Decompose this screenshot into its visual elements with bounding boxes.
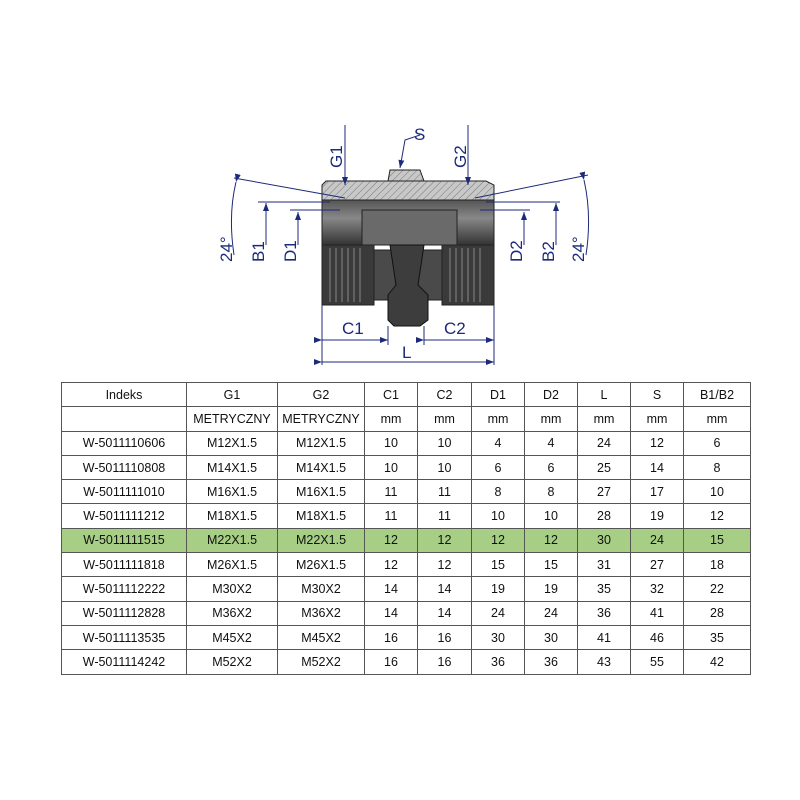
table-cell: 4 [472,431,525,455]
table-cell: 14 [631,455,684,479]
table-cell: M16X1.5 [187,480,278,504]
table-cell: 12 [418,528,472,552]
table-cell: 24 [631,528,684,552]
table-cell: G1 [187,383,278,407]
label-angle-right: 24° [569,236,588,262]
table-cell: M52X2 [187,650,278,674]
table-cell: 12 [631,431,684,455]
table-cell: C1 [365,383,418,407]
table-cell: G2 [278,383,365,407]
table-cell: W-5011111010 [62,480,187,504]
table-cell: Indeks [62,383,187,407]
table-cell: 10 [684,480,751,504]
table-row [62,455,751,479]
table-cell: C2 [418,383,472,407]
table-cell: M22X1.5 [187,528,278,552]
table-cell: 36 [578,601,631,625]
table-cell: M16X1.5 [278,480,365,504]
table-cell: mm [578,407,631,431]
table-row [62,601,751,625]
table-cell: W-5011111515 [62,528,187,552]
table-cell: 14 [418,577,472,601]
table-cell: M26X1.5 [187,553,278,577]
table-cell: 27 [578,480,631,504]
table-cell: 12 [525,528,578,552]
table-cell: 6 [525,455,578,479]
dimensions-table [61,382,751,675]
table-cell: 27 [631,553,684,577]
table-cell: 35 [578,577,631,601]
table-cell: S [631,383,684,407]
table-cell: 42 [684,650,751,674]
table-cell: M30X2 [187,577,278,601]
table-cell: M36X2 [187,601,278,625]
table-cell: 12 [684,504,751,528]
table-cell: mm [684,407,751,431]
table-cell: 11 [365,480,418,504]
table-cell: M45X2 [278,625,365,649]
table-cell: 15 [684,528,751,552]
fitting-technical-drawing [0,0,800,380]
table-row [62,577,751,601]
table-cell: M18X1.5 [187,504,278,528]
table-cell: 11 [418,480,472,504]
label-b2: B2 [539,241,558,262]
table-cell: B1/B2 [684,383,751,407]
table-cell: D1 [472,383,525,407]
table-cell: mm [525,407,578,431]
table-cell: 30 [525,625,578,649]
table-cell: M14X1.5 [278,455,365,479]
table-cell: 15 [525,553,578,577]
table-cell: 24 [578,431,631,455]
table-cell: 35 [684,625,751,649]
table-cell: 31 [578,553,631,577]
table-cell: 25 [578,455,631,479]
table-cell [62,407,187,431]
table-cell: M12X1.5 [278,431,365,455]
table-cell: mm [631,407,684,431]
table-cell: 28 [684,601,751,625]
table-cell: D2 [525,383,578,407]
table-cell: 11 [418,504,472,528]
table-cell: 30 [472,625,525,649]
table-cell: mm [418,407,472,431]
table-cell: M22X1.5 [278,528,365,552]
table-cell: 4 [525,431,578,455]
table-cell: M30X2 [278,577,365,601]
table-cell: 43 [578,650,631,674]
table-cell: 11 [365,504,418,528]
table-row [62,553,751,577]
table-cell: W-5011114242 [62,650,187,674]
table-cell: M45X2 [187,625,278,649]
table-cell: 12 [472,528,525,552]
table-cell: 14 [365,577,418,601]
table-row [62,431,751,455]
table-cell: 46 [631,625,684,649]
table-cell: METRYCZNY [278,407,365,431]
table-cell: 19 [631,504,684,528]
table-cell: W-5011112828 [62,601,187,625]
label-b1: B1 [249,241,268,262]
table-row [62,528,751,552]
label-c2: C2 [444,319,466,338]
table-cell: 24 [525,601,578,625]
label-l: L [402,343,412,362]
table-cell: 41 [578,625,631,649]
table-cell: METRYCZNY [187,407,278,431]
table-row [62,650,751,674]
table-cell: 10 [418,431,472,455]
table-row [62,504,751,528]
table-cell: M14X1.5 [187,455,278,479]
table-cell: mm [472,407,525,431]
table-cell: 8 [472,480,525,504]
table-cell: W-5011111818 [62,553,187,577]
table-cell: 6 [472,455,525,479]
table-cell: mm [365,407,418,431]
table-cell: 55 [631,650,684,674]
table-header-row [62,383,751,407]
table-cell: 6 [684,431,751,455]
table-cell: 16 [418,625,472,649]
table-cell: 17 [631,480,684,504]
table-row [62,480,751,504]
table-cell: 10 [472,504,525,528]
table-cell: M12X1.5 [187,431,278,455]
table-cell: W-5011110808 [62,455,187,479]
table-cell: 10 [418,455,472,479]
label-angle-left: 24° [217,236,236,262]
hex-top [388,170,424,181]
table-cell: 41 [631,601,684,625]
table-cell: L [578,383,631,407]
table-cell: 15 [472,553,525,577]
table-cell: 19 [525,577,578,601]
table-cell: 24 [472,601,525,625]
table-cell: 10 [525,504,578,528]
table-cell: 8 [684,455,751,479]
label-s: S [414,125,426,144]
table-cell: W-5011113535 [62,625,187,649]
table-cell: 12 [365,528,418,552]
table-cell: 16 [365,625,418,649]
table-cell: W-5011112222 [62,577,187,601]
label-g2: G2 [451,145,470,168]
label-d1: D1 [281,240,300,262]
table-cell: 32 [631,577,684,601]
table-cell: W-5011110606 [62,431,187,455]
table-cell: 16 [418,650,472,674]
table-cell: 18 [684,553,751,577]
table-cell: 22 [684,577,751,601]
table-cell: 19 [472,577,525,601]
table-cell: 10 [365,455,418,479]
table-cell: 14 [365,601,418,625]
table-cell: 14 [418,601,472,625]
table-cell: W-5011111212 [62,504,187,528]
table-cell: 36 [525,650,578,674]
table-cell: M26X1.5 [278,553,365,577]
table-cell: 12 [365,553,418,577]
table-cell: 8 [525,480,578,504]
table-cell: M18X1.5 [278,504,365,528]
table-cell: 12 [418,553,472,577]
label-g1: G1 [327,145,346,168]
label-c1: C1 [342,319,364,338]
table-cell: 28 [578,504,631,528]
table-cell: M36X2 [278,601,365,625]
table-cell: 36 [472,650,525,674]
table-cell: M52X2 [278,650,365,674]
table-cell: 30 [578,528,631,552]
table-cell: 16 [365,650,418,674]
table-units-row [62,407,751,431]
table-cell: 10 [365,431,418,455]
label-d2: D2 [507,240,526,262]
table-row [62,625,751,649]
